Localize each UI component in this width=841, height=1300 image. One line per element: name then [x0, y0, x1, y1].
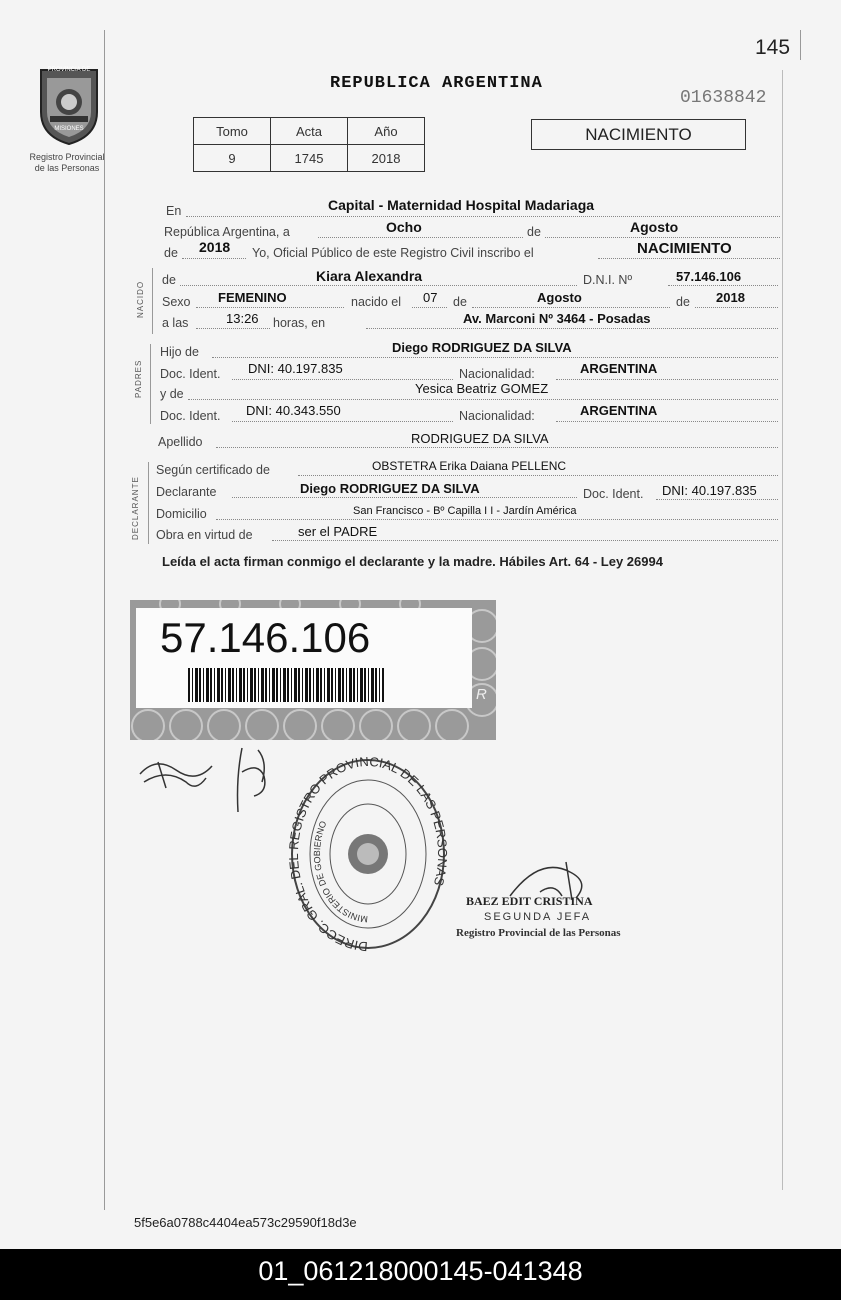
- dotted-line: [412, 307, 447, 308]
- child-dni: 57.146.106: [676, 269, 742, 284]
- dotted-line: [196, 328, 270, 329]
- dotted-line: [318, 237, 523, 238]
- right-margin-line-top: [800, 30, 801, 60]
- cert-value: OBSTETRA Erika Daiana PELLENC: [372, 459, 567, 473]
- right-margin-line: [782, 70, 783, 1190]
- y-de-label: y de: [160, 387, 184, 401]
- acta-header: Acta: [271, 118, 348, 145]
- obra-label: Obra en virtud de: [156, 528, 253, 542]
- official-stamp: [288, 756, 448, 957]
- birth-address: Av. Marconi Nº 3464 - Posadas: [463, 311, 651, 326]
- dotted-line: [196, 307, 344, 308]
- dotted-line: [182, 258, 246, 259]
- dotted-line: [556, 379, 778, 380]
- reference-table: [193, 117, 425, 172]
- mother-name: Yesica Beatriz GOMEZ: [415, 381, 549, 396]
- dotted-line: [232, 379, 453, 380]
- de2-label: de: [164, 246, 178, 260]
- dotted-line: [598, 258, 780, 259]
- day-value: Ocho: [386, 219, 422, 235]
- dotted-line: [232, 497, 577, 498]
- dotted-line: [186, 216, 780, 217]
- cert-label: Según certificado de: [156, 463, 270, 477]
- month-value: Agosto: [630, 219, 679, 235]
- hijo-de-label: Hijo de: [160, 345, 199, 359]
- child-name: Kiara Alexandra: [316, 268, 423, 284]
- domicilio-label: Domicilio: [156, 507, 207, 521]
- dotted-line: [232, 421, 453, 422]
- dotted-line: [656, 499, 778, 500]
- doc-type-box: NACIMIENTO: [531, 119, 746, 150]
- birth-year: 2018: [716, 290, 745, 305]
- dotted-line: [212, 357, 778, 358]
- declarante-divider: [148, 462, 149, 544]
- logo-top-text: PROVINCIA DE: [47, 67, 91, 73]
- sexo-value: FEMENINO: [218, 290, 287, 305]
- anio-header: Año: [348, 118, 425, 145]
- padres-divider: [150, 344, 151, 424]
- nacionalidad-label: Nacionalidad:: [459, 409, 535, 423]
- declarante-section-label: DECLARANTE: [131, 476, 140, 540]
- declarante-doc: DNI: 40.197.835: [662, 483, 757, 498]
- dni-sticker: [130, 600, 496, 740]
- stamp-inner-text: MINISTERIO DE GOBIERNO: [312, 819, 369, 925]
- dotted-line: [366, 328, 778, 329]
- registry-caption: [18, 152, 116, 174]
- dotted-line: [216, 447, 778, 448]
- sticker-r-mark: R: [476, 686, 487, 703]
- padres-section-label: PADRES: [134, 359, 143, 398]
- mother-doc: DNI: 40.343.550: [246, 403, 341, 418]
- stamp-outer-text: DIRECC. GRAL. D EGISTRO PROVINCIAL DE LAS PER AS: [288, 756, 448, 952]
- nacionalidad-label: Nacionalidad:: [459, 367, 535, 381]
- reference-table-header: [194, 118, 425, 145]
- closing-text: Leída el acta firman conmigo el declarante y la madre. Hábiles Art. 64 - Ley 26994: [162, 554, 663, 569]
- decl-doc-label: Doc. Ident.: [583, 487, 644, 501]
- anio-value: 2018: [348, 145, 425, 172]
- left-margin-line: [104, 30, 105, 1210]
- doc-ident-label: Doc. Ident.: [160, 409, 221, 423]
- birth-day: 07: [423, 290, 438, 305]
- declarante-value: Diego RODRIGUEZ DA SILVA: [300, 481, 480, 496]
- father-nationality: ARGENTINA: [580, 361, 658, 376]
- tomo-value: 9: [194, 145, 271, 172]
- en-label: En: [166, 204, 182, 218]
- registry-line1: Registro Provincial: [29, 152, 105, 162]
- nacido-section-label: NACIDO: [136, 280, 145, 318]
- rep-label: República Argentina, a: [164, 225, 290, 239]
- signature-1: [136, 748, 216, 803]
- apellido-value: RODRIGUEZ DA SILVA: [411, 431, 549, 446]
- dotted-line: [668, 285, 778, 286]
- dotted-line: [695, 307, 778, 308]
- tomo-header: Tomo: [194, 118, 271, 145]
- dotted-line: [472, 307, 670, 308]
- dotted-line: [216, 519, 778, 520]
- reference-table-values: [194, 145, 425, 172]
- de-label: de: [676, 295, 690, 309]
- province-logo: [36, 62, 102, 146]
- place-value: Capital - Maternidad Hospital Madariaga: [328, 197, 595, 213]
- sticker-number: 57.146.106: [160, 614, 371, 661]
- footer-code: 01_061218000145-041348: [0, 1249, 841, 1300]
- signatory-title: SEGUNDA JEFA: [484, 911, 592, 923]
- acta-value: 1745: [271, 145, 348, 172]
- nacido-de-label: de: [162, 273, 176, 287]
- signatory-name: BAEZ EDIT CRISTINA: [466, 894, 593, 908]
- obra-value: ser el PADRE: [298, 524, 378, 539]
- dotted-line: [180, 285, 577, 286]
- birth-month: Agosto: [537, 290, 582, 305]
- mother-nationality: ARGENTINA: [580, 403, 658, 418]
- statement-text: Yo, Oficial Público de este Registro Civil inscribo el: [252, 246, 534, 260]
- a-las-label: a las: [162, 316, 189, 330]
- country-title: REPUBLICA ARGENTINA: [330, 74, 543, 93]
- dotted-line: [545, 237, 780, 238]
- domicilio-value: San Francisco - Bº Capilla I I - Jardín América: [353, 505, 577, 517]
- signature-2: [228, 742, 278, 822]
- event-value: NACIMIENTO: [637, 240, 732, 257]
- registry-line2: de las Personas: [34, 163, 100, 173]
- page-number: 145: [755, 36, 791, 59]
- dni-label: D.N.I. Nº: [583, 273, 633, 287]
- horas-label: horas, en: [273, 316, 326, 330]
- birth-time: 13:26: [226, 311, 259, 326]
- de-label: de: [453, 295, 467, 309]
- year-value: 2018: [199, 239, 231, 255]
- nacido-divider: [152, 268, 153, 334]
- sticker-barcode: [188, 668, 384, 702]
- logo-bottom-text: MISIONES: [54, 126, 84, 132]
- father-name: Diego RODRIGUEZ DA SILVA: [392, 340, 572, 355]
- sexo-label: Sexo: [162, 295, 191, 309]
- dotted-line: [298, 475, 778, 476]
- nacido-el-label: nacido el: [351, 295, 402, 309]
- doc-ident-label: Doc. Ident.: [160, 367, 221, 381]
- document-hash: 5f5e6a0788c4404ea573c29590f18d3e: [134, 1215, 357, 1230]
- dotted-line: [188, 399, 778, 400]
- dotted-line: [556, 421, 778, 422]
- dotted-line: [272, 540, 778, 541]
- apellido-label: Apellido: [158, 435, 203, 449]
- father-doc: DNI: 40.197.835: [248, 361, 343, 376]
- de-label: de: [527, 225, 541, 239]
- declarante-label: Declarante: [156, 485, 217, 499]
- signatory-org: Registro Provincial de las Personas: [456, 927, 621, 939]
- serial-number: 01638842: [680, 88, 767, 108]
